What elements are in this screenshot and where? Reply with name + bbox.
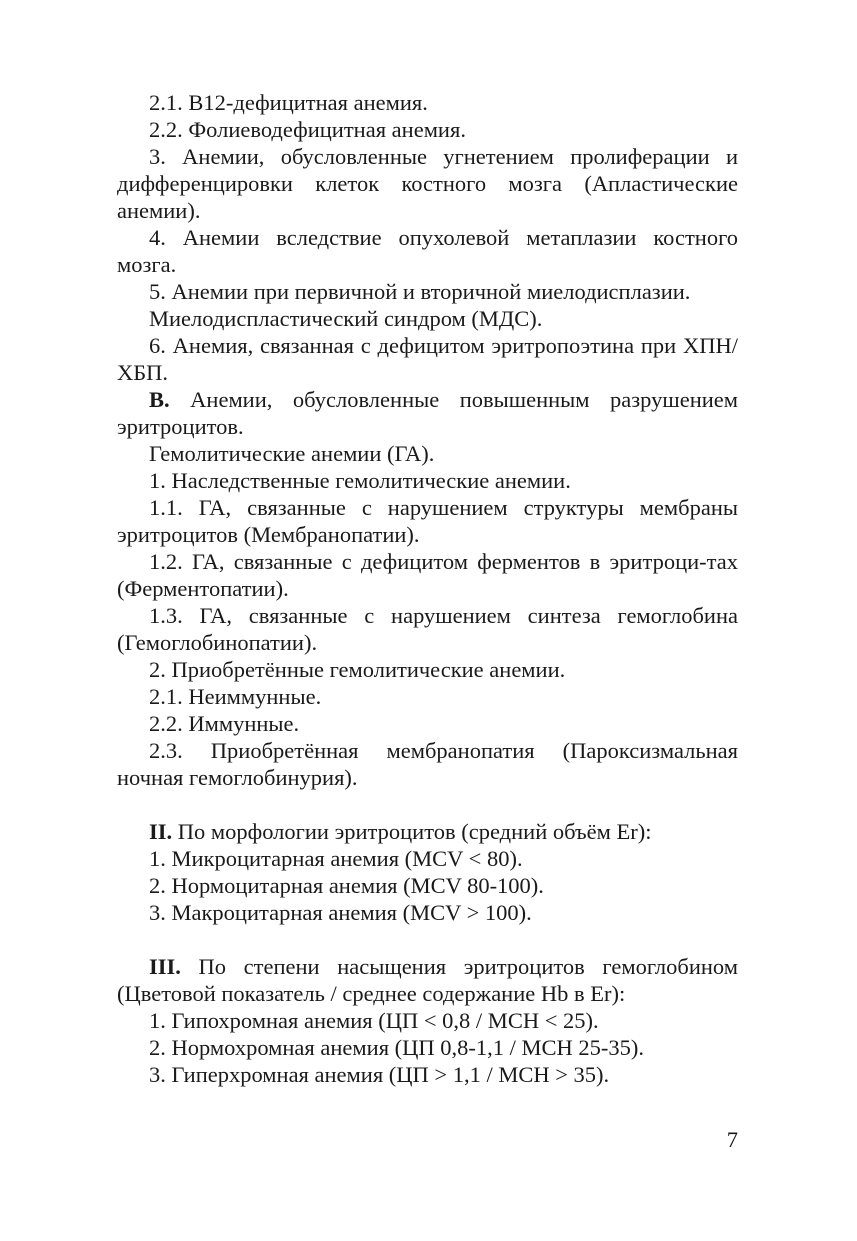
- paragraph: 1.2. ГА, связанные с дефицитом ферментов в эритроци-тах (Ферментопатии).: [117, 549, 738, 601]
- section-gap: [117, 791, 738, 818]
- section-iii-heading: [117, 953, 738, 1007]
- section-b-paragraph: [117, 386, 738, 440]
- paragraph: 2.1. В12-дефицитная анемия.: [149, 90, 428, 115]
- paragraph: 2.2. Фолиеводефицитная анемия.: [149, 117, 466, 142]
- list-item: 3. Макроцитарная анемия (MCV > 100).: [149, 900, 532, 925]
- list-item: 3. Гиперхромная анемия (ЦП > 1,1 / MCH > 35).: [149, 1062, 610, 1087]
- paragraph: 5. Анемии при первичной и вторичной миелодисплазии.: [149, 279, 691, 304]
- paragraph: 2.1. Неиммунные.: [149, 684, 322, 709]
- page-body: [117, 89, 738, 1088]
- paragraph: 1.3. ГА, связанные с нарушением синтеза гемоглобина (Гемоглобинопатии).: [117, 603, 738, 655]
- list-item: 2. Нормоцитарная анемия (MCV 80-100).: [149, 873, 544, 898]
- paragraph: 2.3. Приобретённая мембранопатия (Пароксизмальная ночная гемоглобинурия).: [117, 738, 738, 790]
- paragraph: Миелодиспластический синдром (МДС).: [149, 306, 543, 331]
- section-ii-heading: [117, 818, 738, 845]
- list-item: 2. Нормохромная анемия (ЦП 0,8-1,1 / MCH 25-35).: [149, 1035, 645, 1060]
- section-ii-text: По морфологии эритроцитов (средний объём Er):: [177, 819, 652, 844]
- page-number: 7: [726, 1127, 738, 1152]
- section-b-text: Анемии, обусловленные повышенным разрушением эритроцитов.: [117, 387, 738, 439]
- paragraph: 4. Анемии вследствие опухолевой метаплазии костного мозга.: [117, 225, 738, 277]
- section-b-label: В.: [149, 387, 170, 412]
- section-ii-label: II.: [149, 819, 173, 844]
- paragraph: 1.1. ГА, связанные с нарушением структуры мембраны эритроцитов (Мембранопатии).: [117, 495, 738, 547]
- section-iii-text: По степени насыщения эритроцитов гемоглобином (Цветовой показатель / среднее содержание Hb в Er):: [117, 954, 738, 1006]
- list-item: 1. Гипохромная анемия (ЦП < 0,8 / MCH < 25).: [149, 1008, 599, 1033]
- paragraph: 2.2. Иммунные.: [149, 711, 300, 736]
- paragraph: Гемолитические анемии (ГА).: [149, 441, 435, 466]
- section-iii-label: III.: [149, 954, 181, 979]
- paragraph: 3. Анемии, обусловленные угнетением пролиферации и дифференцировки клеток костного мозга (Апластические анемии).: [117, 144, 738, 223]
- section-gap: [117, 926, 738, 953]
- list-item: 1. Микроцитарная анемия (MCV < 80).: [149, 846, 523, 871]
- paragraph: 1. Наследственные гемолитические анемии.: [149, 468, 571, 493]
- paragraph: 6. Анемия, связанная с дефицитом эритропоэтина при ХПН/ХБП.: [117, 333, 738, 385]
- paragraph: 2. Приобретённые гемолитические анемии.: [149, 657, 566, 682]
